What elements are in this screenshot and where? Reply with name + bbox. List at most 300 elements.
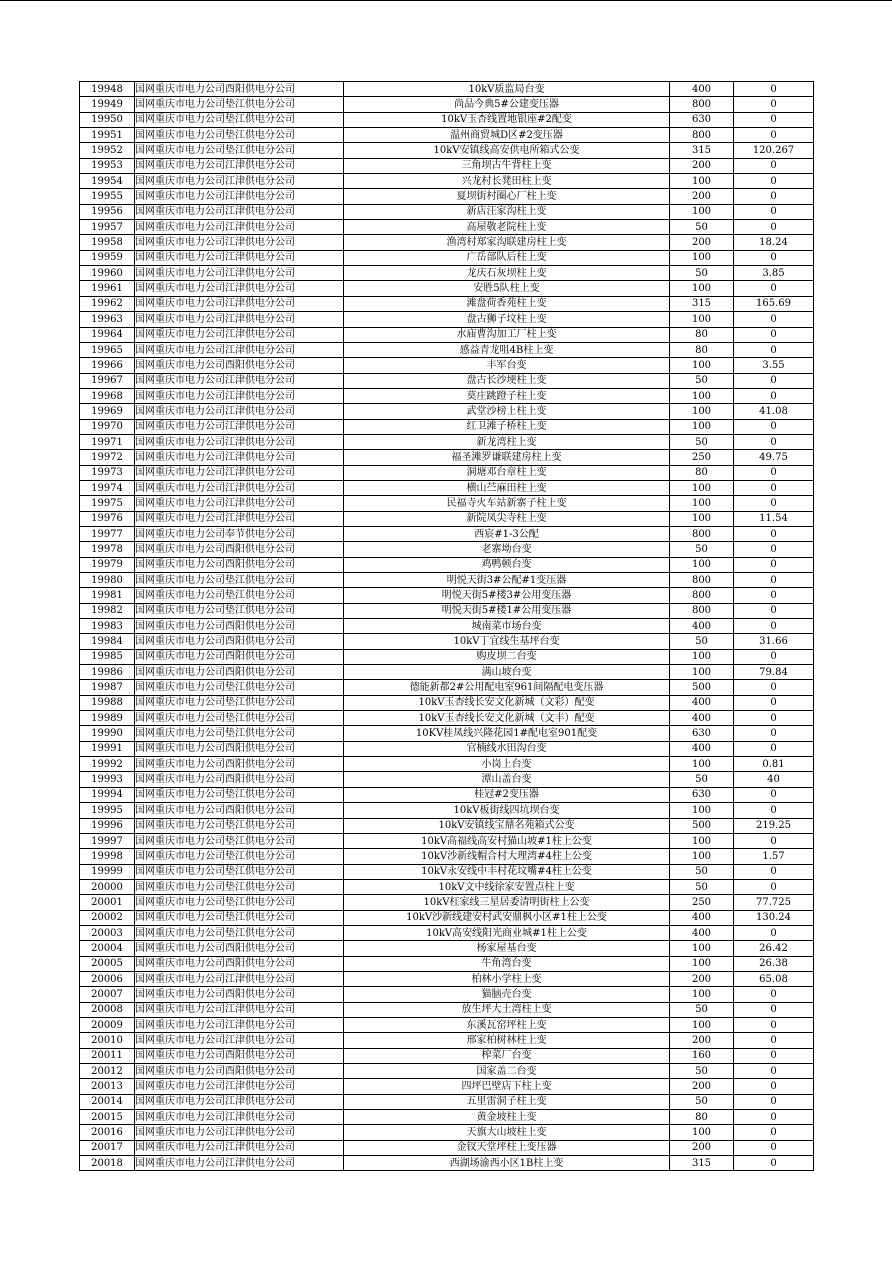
company-cell: 国网重庆市电力公司江津供电分公司 [135,296,344,311]
transformer-name-cell: 民福寺火车站新寨子柱上变 [344,496,670,511]
company-cell: 国网重庆市电力公司垫江供电分公司 [135,833,344,848]
capacity-cell: 100 [670,849,734,864]
transformer-name-cell: 武堂沙榜上柱上变 [344,404,670,419]
company-cell: 国网重庆市电力公司江津供电分公司 [135,1156,344,1171]
table-row [80,434,814,449]
table-row [80,542,814,557]
capacity-cell: 400 [670,925,734,940]
company-cell: 国网重庆市电力公司酉阳供电分公司 [135,649,344,664]
transformer-name-cell: 尚品今典5#公建变压器 [344,97,670,112]
row-id-cell: 19995 [80,803,135,818]
value-cell: 26.38 [734,956,814,971]
value-cell: 65.08 [734,971,814,986]
company-cell: 国网重庆市电力公司垫江供电分公司 [135,128,344,143]
transformer-name-cell: 盘古狮子坟柱上变 [344,312,670,327]
row-id-cell: 19981 [80,588,135,603]
row-id-cell: 19951 [80,128,135,143]
row-id-cell: 19958 [80,235,135,250]
company-cell: 国网重庆市电力公司江津供电分公司 [135,281,344,296]
company-cell: 国网重庆市电力公司酉阳供电分公司 [135,803,344,818]
table-row [80,342,814,357]
transformer-name-cell: 10kV安镇线高安供电所箱式公变 [344,143,670,158]
table-row [80,619,814,634]
table-row [80,864,814,879]
capacity-cell: 500 [670,818,734,833]
company-cell: 国网重庆市电力公司垫江供电分公司 [135,879,344,894]
company-cell: 国网重庆市电力公司垫江供电分公司 [135,711,344,726]
transformer-name-cell: 杨家屋基台变 [344,941,670,956]
table-row [80,312,814,327]
table-row [80,603,814,618]
transformer-name-cell: 高屋敬老院柱上变 [344,220,670,235]
transformer-name-cell: 10kV质监局台变 [344,82,670,97]
capacity-cell: 50 [670,220,734,235]
company-cell: 国网重庆市电力公司江津供电分公司 [135,1094,344,1109]
table-row [80,1017,814,1032]
transformer-name-cell: 10kV板街线四坑坝台变 [344,803,670,818]
transformer-name-cell: 国家盖二台变 [344,1064,670,1079]
row-id-cell: 19967 [80,373,135,388]
capacity-cell: 315 [670,143,734,158]
row-id-cell: 19964 [80,327,135,342]
value-cell: 79.84 [734,665,814,680]
table-row [80,971,814,986]
company-cell: 国网重庆市电力公司江津供电分公司 [135,250,344,265]
table-row [80,803,814,818]
company-cell: 国网重庆市电力公司江津供电分公司 [135,1110,344,1125]
table-row [80,879,814,894]
transformer-name-cell: 夏坝街村圈心厂柱上变 [344,189,670,204]
transformer-name-cell: 福圣滩罗谦联建房柱上变 [344,450,670,465]
transformer-name-cell: 牛角湾台变 [344,956,670,971]
transformer-name-cell: 盘古长沙埂柱上变 [344,373,670,388]
row-id-cell: 19999 [80,864,135,879]
value-cell: 0 [734,1033,814,1048]
company-cell: 国网重庆市电力公司江津供电分公司 [135,404,344,419]
row-id-cell: 20018 [80,1156,135,1171]
value-cell: 0 [734,220,814,235]
row-id-cell: 20003 [80,925,135,940]
table-row [80,419,814,434]
capacity-cell: 50 [670,772,734,787]
row-id-cell: 19998 [80,849,135,864]
table-row [80,573,814,588]
value-cell: 0 [734,695,814,710]
table-row [80,634,814,649]
company-cell: 国网重庆市电力公司垫江供电分公司 [135,695,344,710]
capacity-cell: 100 [670,956,734,971]
value-cell: 0 [734,419,814,434]
table-row [80,1125,814,1140]
table-row [80,511,814,526]
company-cell: 国网重庆市电力公司江津供电分公司 [135,235,344,250]
capacity-cell: 400 [670,741,734,756]
company-cell: 国网重庆市电力公司酉阳供电分公司 [135,741,344,756]
value-cell: 49.75 [734,450,814,465]
transformer-name-cell: 10kV杠家线三星居委清明街柱上公变 [344,895,670,910]
value-cell: 0 [734,1064,814,1079]
table-row [80,235,814,250]
row-id-cell: 19965 [80,342,135,357]
transformer-name-cell: 10kV玉杏线置地银座#2配变 [344,112,670,127]
capacity-cell: 100 [670,511,734,526]
capacity-cell: 800 [670,128,734,143]
capacity-cell: 100 [670,174,734,189]
table-row [80,158,814,173]
transformer-name-cell: 明悦天街5#楼3#公用变压器 [344,588,670,603]
table-row [80,1002,814,1017]
table-row [80,143,814,158]
company-cell: 国网重庆市电力公司江津供电分公司 [135,174,344,189]
row-id-cell: 19959 [80,250,135,265]
capacity-cell: 100 [670,419,734,434]
transformer-name-cell: 西湖场渝西小区1B柱上变 [344,1156,670,1171]
company-cell: 国网重庆市电力公司垫江供电分公司 [135,97,344,112]
row-id-cell: 20001 [80,895,135,910]
row-id-cell: 19988 [80,695,135,710]
row-id-cell: 19996 [80,818,135,833]
transformer-name-cell: 温州商贸城D区#2变压器 [344,128,670,143]
capacity-cell: 50 [670,634,734,649]
row-id-cell: 20004 [80,941,135,956]
value-cell: 0 [734,1094,814,1109]
value-cell: 0 [734,573,814,588]
row-id-cell: 19997 [80,833,135,848]
company-cell: 国网重庆市电力公司酉阳供电分公司 [135,956,344,971]
table-row [80,1110,814,1125]
value-cell: 40 [734,772,814,787]
value-cell: 0 [734,833,814,848]
capacity-cell: 100 [670,1125,734,1140]
value-cell: 0 [734,1017,814,1032]
row-id-cell: 19962 [80,296,135,311]
transformer-table [79,81,814,1171]
value-cell: 18.24 [734,235,814,250]
transformer-name-cell: 老寨坳台变 [344,542,670,557]
row-id-cell: 20015 [80,1110,135,1125]
transformer-name-cell: 四坪巴壁店下柱上变 [344,1079,670,1094]
capacity-cell: 630 [670,726,734,741]
capacity-cell: 160 [670,1048,734,1063]
value-cell: 0 [734,1079,814,1094]
row-id-cell: 19993 [80,772,135,787]
table-row [80,925,814,940]
row-id-cell: 19970 [80,419,135,434]
company-cell: 国网重庆市电力公司江津供电分公司 [135,342,344,357]
transformer-name-cell: 天旗大山坡柱上变 [344,1125,670,1140]
transformer-name-cell: 三角坝古牛背柱上变 [344,158,670,173]
transformer-name-cell: 丰军台变 [344,358,670,373]
value-cell: 0 [734,1156,814,1171]
transformer-name-cell: 明悦天街3#公配#1变压器 [344,573,670,588]
capacity-cell: 100 [670,941,734,956]
row-id-cell: 19961 [80,281,135,296]
row-id-cell: 19966 [80,358,135,373]
value-cell: 0 [734,312,814,327]
company-cell: 国网重庆市电力公司酉阳供电分公司 [135,619,344,634]
row-id-cell: 19977 [80,526,135,541]
transformer-name-cell: 西宸#1-3公配 [344,526,670,541]
row-id-cell: 19971 [80,434,135,449]
transformer-name-cell: 10kV高福线高安村猫山坡#1柱上公变 [344,833,670,848]
row-id-cell: 19980 [80,573,135,588]
table-row [80,174,814,189]
company-cell: 国网重庆市电力公司酉阳供电分公司 [135,772,344,787]
transformer-name-cell: 德能新都2#公用配电室961间隔配电变压器 [344,680,670,695]
capacity-cell: 100 [670,388,734,403]
capacity-cell: 315 [670,296,734,311]
row-id-cell: 20012 [80,1064,135,1079]
transformer-name-cell: 东溪瓦窑坪柱上变 [344,1017,670,1032]
value-cell: 0 [734,112,814,127]
capacity-cell: 200 [670,235,734,250]
company-cell: 国网重庆市电力公司江津供电分公司 [135,204,344,219]
table-row [80,941,814,956]
value-cell: 0 [734,82,814,97]
company-cell: 国网重庆市电力公司江津供电分公司 [135,312,344,327]
value-cell: 0 [734,204,814,219]
capacity-cell: 100 [670,250,734,265]
company-cell: 国网重庆市电力公司江津供电分公司 [135,220,344,235]
table-row [80,849,814,864]
company-cell: 国网重庆市电力公司酉阳供电分公司 [135,1048,344,1063]
transformer-name-cell: 五里雷洞子柱上变 [344,1094,670,1109]
table-row [80,818,814,833]
transformer-name-cell: 10kV丁宜线生基坪台变 [344,634,670,649]
value-cell: 0 [734,342,814,357]
capacity-cell: 630 [670,787,734,802]
capacity-cell: 100 [670,404,734,419]
value-cell: 120.267 [734,143,814,158]
table-row [80,128,814,143]
capacity-cell: 100 [670,204,734,219]
value-cell: 0 [734,496,814,511]
row-id-cell: 19979 [80,557,135,572]
row-id-cell: 19955 [80,189,135,204]
row-id-cell: 19990 [80,726,135,741]
company-cell: 国网重庆市电力公司垫江供电分公司 [135,910,344,925]
row-id-cell: 19969 [80,404,135,419]
table-row [80,711,814,726]
row-id-cell: 19985 [80,649,135,664]
transformer-name-cell: 滩盘荷香苑柱上变 [344,296,670,311]
transformer-name-cell: 兴龙村长凳田柱上变 [344,174,670,189]
row-id-cell: 20016 [80,1125,135,1140]
capacity-cell: 50 [670,1002,734,1017]
row-id-cell: 19978 [80,542,135,557]
table-row [80,895,814,910]
row-id-cell: 19963 [80,312,135,327]
row-id-cell: 19956 [80,204,135,219]
row-id-cell: 19982 [80,603,135,618]
transformer-name-cell: 10kV玉杏线长安文化新城（文彩）配变 [344,695,670,710]
company-cell: 国网重庆市电力公司垫江供电分公司 [135,588,344,603]
value-cell: 0 [734,925,814,940]
transformer-name-cell: 莫庄跳蹬子柱上变 [344,388,670,403]
value-cell: 0 [734,1140,814,1155]
value-cell: 77.725 [734,895,814,910]
value-cell: 41.08 [734,404,814,419]
company-cell: 国网重庆市电力公司江津供电分公司 [135,1140,344,1155]
row-id-cell: 19974 [80,480,135,495]
company-cell: 国网重庆市电力公司酉阳供电分公司 [135,665,344,680]
row-id-cell: 20010 [80,1033,135,1048]
capacity-cell: 500 [670,680,734,695]
capacity-cell: 200 [670,1140,734,1155]
table-row [80,465,814,480]
capacity-cell: 50 [670,1064,734,1079]
row-id-cell: 20011 [80,1048,135,1063]
transformer-name-cell: 龙庆石灰坝柱上变 [344,266,670,281]
capacity-cell: 800 [670,573,734,588]
table-row [80,1079,814,1094]
capacity-cell: 80 [670,465,734,480]
capacity-cell: 100 [670,987,734,1002]
company-cell: 国网重庆市电力公司垫江供电分公司 [135,849,344,864]
table-row [80,741,814,756]
company-cell: 国网重庆市电力公司酉阳供电分公司 [135,542,344,557]
capacity-cell: 100 [670,480,734,495]
value-cell: 0 [734,680,814,695]
transformer-name-cell: 官楠线水田沟台变 [344,741,670,756]
transformer-name-cell: 潭山盖台变 [344,772,670,787]
capacity-cell: 50 [670,1094,734,1109]
row-id-cell: 19954 [80,174,135,189]
company-cell: 国网重庆市电力公司江津供电分公司 [135,465,344,480]
transformer-name-cell: 10kV永安线中丰村花坟嘴#4柱上公变 [344,864,670,879]
table-row [80,526,814,541]
capacity-cell: 50 [670,864,734,879]
table-row [80,220,814,235]
row-id-cell: 19968 [80,388,135,403]
value-cell: 0 [734,803,814,818]
value-cell: 1.57 [734,849,814,864]
transformer-name-cell: 广岳部队后柱上变 [344,250,670,265]
capacity-cell: 800 [670,526,734,541]
company-cell: 国网重庆市电力公司江津供电分公司 [135,266,344,281]
table-row [80,1140,814,1155]
capacity-cell: 400 [670,619,734,634]
value-cell: 0 [734,174,814,189]
capacity-cell: 50 [670,373,734,388]
transformer-name-cell: 渔湾村郑家沟联建房柱上变 [344,235,670,250]
company-cell: 国网重庆市电力公司江津供电分公司 [135,971,344,986]
table-row [80,327,814,342]
capacity-cell: 100 [670,496,734,511]
value-cell: 0 [734,879,814,894]
value-cell: 0 [734,864,814,879]
row-id-cell: 19992 [80,757,135,772]
capacity-cell: 400 [670,695,734,710]
row-id-cell: 20009 [80,1017,135,1032]
company-cell: 国网重庆市电力公司江津供电分公司 [135,1002,344,1017]
transformer-name-cell: 榨菜厂台变 [344,1048,670,1063]
value-cell: 0 [734,158,814,173]
page-top-border [0,0,892,1]
table-row [80,557,814,572]
row-id-cell: 20014 [80,1094,135,1109]
row-id-cell: 19975 [80,496,135,511]
transformer-name-cell: 柏林小学柱上变 [344,971,670,986]
row-id-cell: 19972 [80,450,135,465]
capacity-cell: 100 [670,757,734,772]
company-cell: 国网重庆市电力公司垫江供电分公司 [135,112,344,127]
capacity-cell: 400 [670,910,734,925]
row-id-cell: 19994 [80,787,135,802]
company-cell: 国网重庆市电力公司江津供电分公司 [135,1079,344,1094]
value-cell: 0 [734,588,814,603]
transformer-name-cell: 10kV沙新线帽合村大理湾#4柱上公变 [344,849,670,864]
company-cell: 国网重庆市电力公司江津供电分公司 [135,1033,344,1048]
company-cell: 国网重庆市电力公司垫江供电分公司 [135,864,344,879]
company-cell: 国网重庆市电力公司江津供电分公司 [135,1017,344,1032]
row-id-cell: 19987 [80,680,135,695]
value-cell: 0 [734,619,814,634]
value-cell: 0 [734,128,814,143]
value-cell: 26.42 [734,941,814,956]
table-row [80,588,814,603]
table-row [80,772,814,787]
value-cell: 0 [734,388,814,403]
table-row [80,450,814,465]
transformer-name-cell: 鸡鸭顿台变 [344,557,670,572]
table-row [80,358,814,373]
table-row [80,757,814,772]
transformer-name-cell: 小岗上台变 [344,757,670,772]
capacity-cell: 50 [670,434,734,449]
capacity-cell: 80 [670,342,734,357]
transformer-name-cell: 感益青龙咀4B柱上变 [344,342,670,357]
value-cell: 3.85 [734,266,814,281]
row-id-cell: 20005 [80,956,135,971]
transformer-name-cell: 满山坡台变 [344,665,670,680]
table-row [80,112,814,127]
value-cell: 219.25 [734,818,814,833]
table-row [80,1094,814,1109]
transformer-name-cell: 桂冠#2变压器 [344,787,670,802]
row-id-cell: 19960 [80,266,135,281]
value-cell: 0 [734,1048,814,1063]
value-cell: 0 [734,1125,814,1140]
value-cell: 0.81 [734,757,814,772]
row-id-cell: 20002 [80,910,135,925]
value-cell: 0 [734,1110,814,1125]
transformer-name-cell: 横山苎麻田柱上变 [344,480,670,495]
row-id-cell: 19953 [80,158,135,173]
value-cell: 11.54 [734,511,814,526]
transformer-name-cell: 洞塘邓台章柱上变 [344,465,670,480]
row-id-cell: 19949 [80,97,135,112]
capacity-cell: 50 [670,879,734,894]
value-cell: 0 [734,97,814,112]
row-id-cell: 19983 [80,619,135,634]
table-row [80,266,814,281]
capacity-cell: 50 [670,266,734,281]
value-cell: 0 [734,557,814,572]
capacity-cell: 250 [670,450,734,465]
transformer-name-cell: 新店汪家沟柱上变 [344,204,670,219]
company-cell: 国网重庆市电力公司奉节供电分公司 [135,526,344,541]
capacity-cell: 315 [670,1156,734,1171]
value-cell: 165.69 [734,296,814,311]
row-id-cell: 20000 [80,879,135,894]
value-cell: 0 [734,189,814,204]
table-row [80,97,814,112]
table-row [80,987,814,1002]
row-id-cell: 19986 [80,665,135,680]
company-cell: 国网重庆市电力公司垫江供电分公司 [135,573,344,588]
table-row [80,388,814,403]
